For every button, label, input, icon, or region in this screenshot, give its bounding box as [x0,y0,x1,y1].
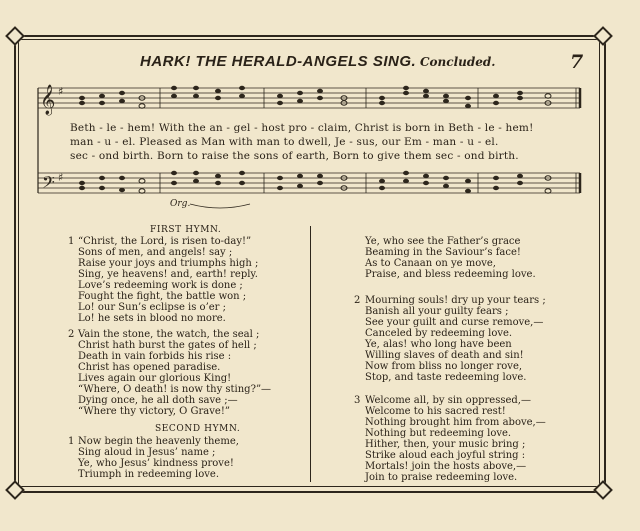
page-subtitle: Concluded. [420,55,496,69]
svg-text:𝄢: 𝄢 [42,172,55,196]
verse-line: Sons of men, and angels! say ; [78,247,233,258]
svg-text:♯: ♯ [58,171,64,184]
verse-number: 1 [68,236,75,247]
verse-line: Welcome all, by sin oppressed,— [365,395,531,406]
verse-line: Mourning souls! dry up your tears ; [365,295,546,306]
verse-line: Nothing but redeeming love. [365,428,512,439]
verse-line: Raise your joys and triumphs high ; [78,258,259,269]
verse-line: Hither, then, your music bring ; [365,439,526,450]
organ-label: Org. [170,199,191,209]
verse-line: Ye, who Jesus’ kindness prove! [78,458,234,469]
verse-line: Now begin the heavenly theme, [78,436,239,447]
verse-number: 1 [68,436,75,447]
second-hymn-heading: SECOND HYMN. [155,424,241,434]
verse-line: Canceled by redeeming love. [365,328,513,339]
verse-line: “Where, O death! is now thy sting?”— [78,384,272,395]
verse-line: Nothing brought him from above,— [365,417,546,428]
verse-number: 2 [68,329,75,340]
verse-line: Love’s redeeming work is done ; [78,280,243,291]
verse-line: “Where thy victory, O Grave!” [78,406,230,417]
column-divider [310,226,311,482]
verse-line: Willing slaves of death and sin! [365,350,524,361]
verse-line: Vain the stone, the watch, the seal ; [78,329,260,340]
verse-line: Beaming in the Saviour’s face! [365,247,521,258]
verse-line: Death in vain forbids his rise : [78,351,232,362]
verse-line: Ye, who see the Father’s grace [365,236,521,247]
verse-line: Lo! our Sun’s eclipse is o’er ; [78,302,226,313]
verse-line: Dying once, he all doth save ;— [78,395,238,406]
lyric-line-3: sec - ond birth. Born to raise the sons of earth, Born to give them sec - ond birth. [70,150,519,162]
verse-line: Welcome to his sacred rest! [365,406,506,417]
verse-line: Lo! he sets in blood no more. [78,313,226,324]
verse-line: Join to praise redeeming love. [365,472,518,483]
verse-number: 3 [354,395,361,406]
verse-line: Triumph in redeeming love. [78,469,220,480]
verse-line: Stop, and taste redeeming love. [365,372,527,383]
page-number: 7 [570,51,584,73]
lyric-line-1: Beth - le - hem! With the an - gel - host pro - claim, Christ is born in Beth - le - hem! [70,122,534,134]
verse-line: Now from bliss no longer rove, [365,361,523,372]
verse-line: Sing, ye heavens! and, earth! reply. [78,269,258,280]
svg-text:♯: ♯ [58,85,64,98]
verse-line: Fought the fight, the battle won ; [78,291,247,302]
page-title: HARK! THE HERALD-ANGELS SING. [140,53,417,70]
lyric-line-2: man - u - el. Pleased as Man with man to dwell, Je - sus, our Em - man - u - el. [70,136,499,148]
verse-line: Ye, alas! who long have been [365,339,512,350]
verse-line: Christ hath burst the gates of hell ; [78,340,257,351]
verse-number: 2 [354,295,361,306]
verse-line: Mortals! join the hosts above,— [365,461,527,472]
verse-line: Christ has opened paradise. [78,362,221,373]
first-hymn-heading: FIRST HYMN. [150,225,222,235]
verse-line: Banish all your guilty fears ; [365,306,509,317]
verse-line: See your guilt and curse remove,— [365,317,544,328]
verse-line: As to Canaan on ye move, [365,258,496,269]
svg-text:𝄞: 𝄞 [40,85,56,115]
verse-line: Strike aloud each joyful string : [365,450,526,461]
verse-line: Praise, and bless redeeming love. [365,269,536,280]
verse-line: Sing aloud in Jesus’ name ; [78,447,216,458]
verse-line: “Christ, the Lord, is risen to-day!” [78,236,252,247]
verse-line: Lives again our glorious King! [78,373,232,384]
